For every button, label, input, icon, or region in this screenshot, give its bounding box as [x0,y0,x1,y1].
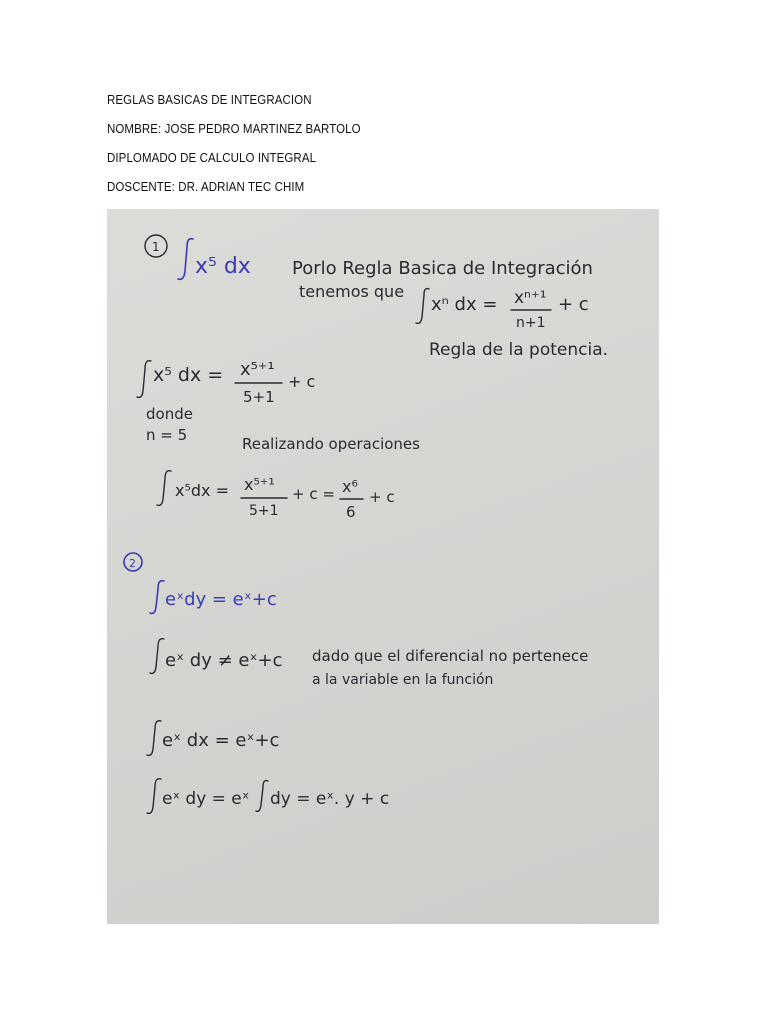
problem-1-number: 1 [152,240,160,254]
handwritten-notes [107,209,659,924]
integral-sign [157,471,171,506]
explanation-line-2: a la variable en la función [312,672,494,688]
step-1-denominator: 5+1 [243,388,275,406]
step-2-result-denominator: 6 [346,503,356,521]
integral-sign [178,239,193,280]
operations-label: Realizando operaciones [242,435,420,453]
where-value: n = 5 [146,426,188,444]
inequality-line: eˣ dy ≠ eˣ+c [165,650,283,671]
power-rule-constant: + c [558,294,589,315]
rule-intro-line-2: tenemos que [299,282,405,301]
problem-1-expression: x⁵ dx [195,254,251,279]
rule-intro-line-1: Porlo Regla Basica de Integración [292,258,593,279]
explanation-line-1: dado que el diferencial no pertenece [312,647,589,665]
power-rule-name: Regla de la potencia. [429,340,609,360]
step-2-result-numerator: x⁶ [342,477,358,496]
power-rule-denominator: n+1 [516,315,546,331]
step-1-numerator: x⁵⁺¹ [240,359,275,380]
course-name: DIPLOMADO DE CALCULO INTEGRAL [107,151,317,165]
student-name: NOMBRE: JOSE PEDRO MARTINEZ BARTOLO [107,122,361,136]
step-1-integrand: x⁵ dx = [153,364,224,386]
power-rule-integrand: xⁿ dx = [431,294,498,315]
step-2-middle: + c = [292,485,335,503]
handwritten-notes-photo [107,209,659,924]
where-label: donde [146,405,193,423]
equality-line: eˣ dx = eˣ+c [162,730,280,751]
problem-2-number: 2 [129,557,136,570]
integral-sign [256,781,268,812]
integral-sign [150,581,164,614]
document-title: REGLAS BASICAS DE INTEGRACION [107,93,312,107]
final-line-left: eˣ dy = eˣ [162,789,250,809]
integral-sign [137,361,151,398]
integral-sign [150,639,164,674]
step-2-constant: + c [369,488,395,506]
integral-sign [147,779,161,814]
step-2-numerator: x⁵⁺¹ [244,475,275,494]
power-rule-numerator: xⁿ⁺¹ [514,288,547,308]
problem-2-expression: eˣdy = eˣ+c [165,589,277,610]
step-2-denominator: 5+1 [249,503,279,519]
final-line-right: dy = eˣ. y + c [270,789,390,809]
document-header [107,90,667,206]
step-1-constant: + c [288,372,316,391]
step-2-integrand: x⁵dx = [175,481,229,500]
integral-sign [147,721,161,756]
teacher-name: DOSCENTE: DR. ADRIAN TEC CHIM [107,180,305,194]
integral-sign [416,289,429,324]
